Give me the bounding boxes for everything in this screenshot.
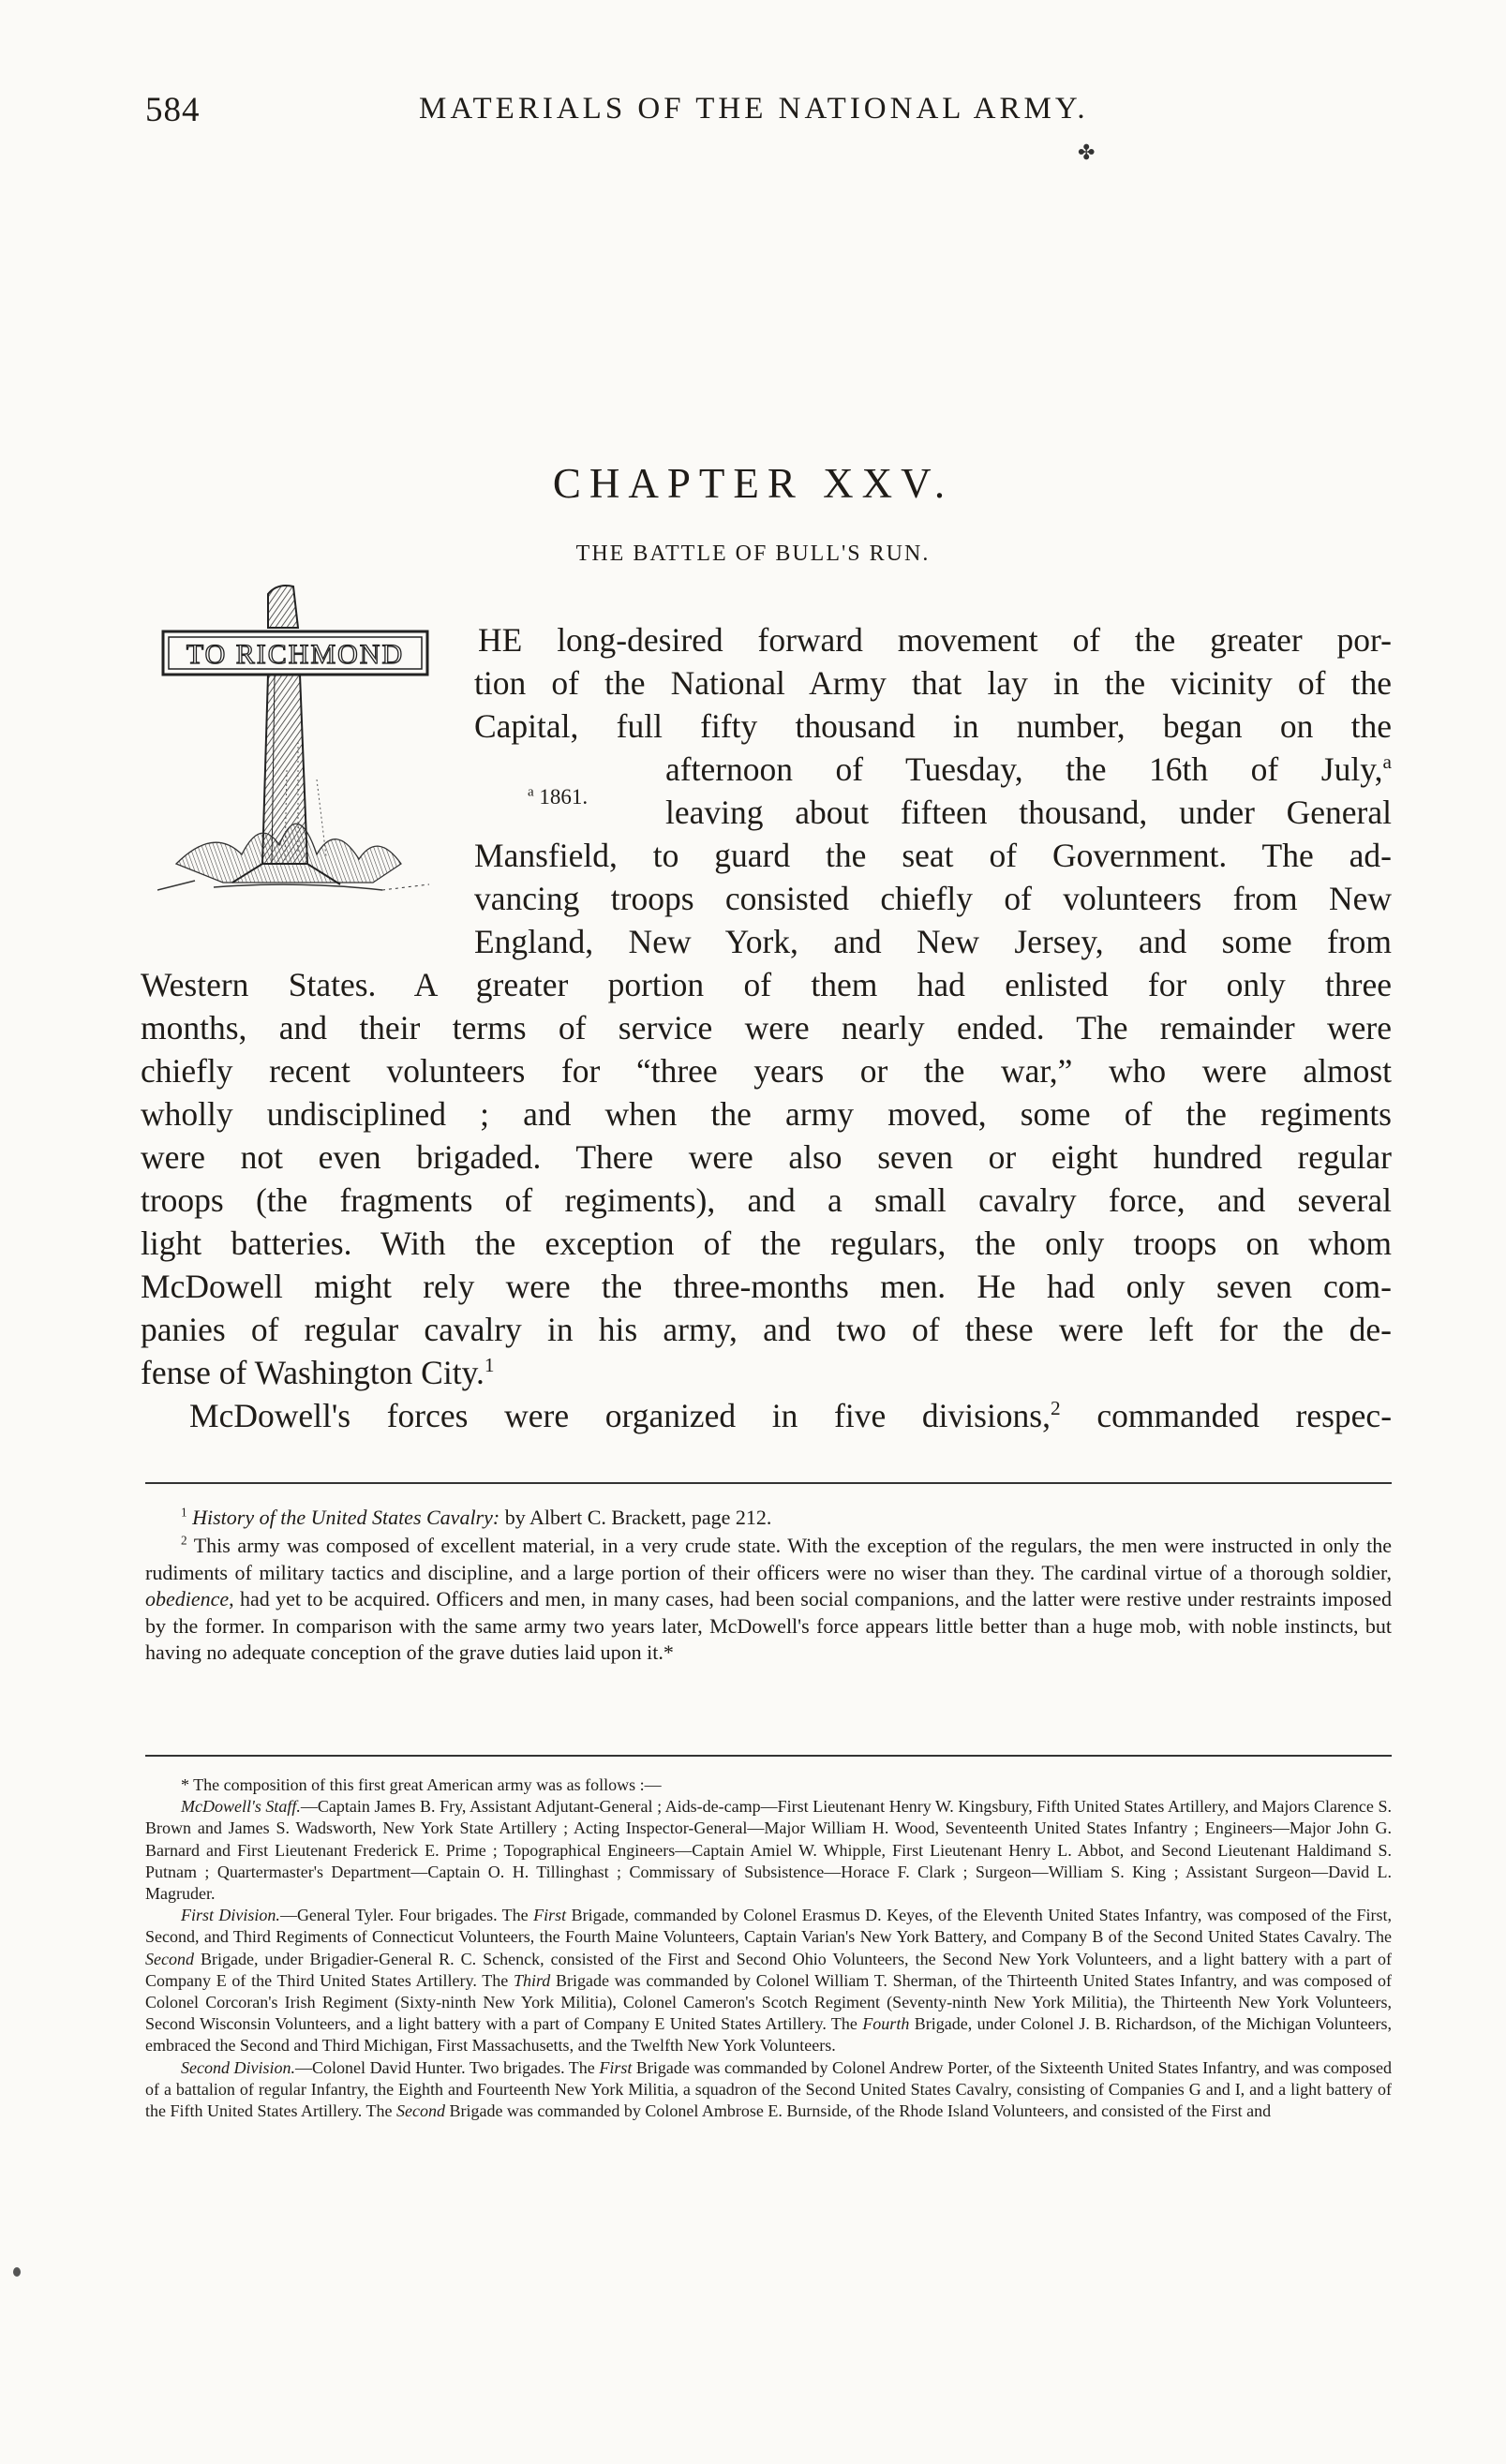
second-division-paragraph: Second Division.—Colonel David Hunter. Two brigades. The First Brigade was commanded by Colonel Andrew Porter, of the Sixteenth United States Infantry, and was composed of a battalion of regular Infantry, the Eighth and Fourteenth New York Militia, a squadron of the Second United States Cavalry, consisting of Companies G and I, and a light battery of the Fifth United States Artillery. The Second Brigade was commanded by Colonel Ambrose E. Burnside, of the Rhode Island Volunteers, and consisted of the First and (145, 2057, 1393, 2121)
body-line: tion of the National Army that lay in the vicinity of the (474, 664, 1392, 702)
running-title: MATERIALS OF THE NATIONAL ARMY. (419, 92, 1089, 126)
body-line: Capital, full fifty thousand in number, began on the (474, 707, 1392, 745)
body-line: were not even brigaded. There were also seven or eight hundred regular (141, 1138, 1392, 1176)
body-line: wholly undisciplined ; and when the army moved, some of the regiments (141, 1095, 1392, 1133)
staff-paragraph: McDowell's Staff.—Captain James B. Fry, Assistant Adjutant-General ; Aids-de-camp—First Lieutenant Henry W. Kingsbury, Fifth United States Artillery, and Majors Clarence S. Brown and James S. Wadsworth, New York State Artillery ; Acting Inspector-General—Major William H. Wood, Seventeenth United States Infantry ; Engineers—Major John G. Barnard and First Lieutenant Frederick E. Prime ; Topographical Engineers—Captain Amiel W. Whipple, First Lieutenant Henry L. Abbot, and Second Lieutenant Haldimand S. Putnam ; Quartermaster's Department—Captain O. H. Tillinghast ; Commissary of Subsistence—Horace F. Clark ; Surgeon—William S. King ; Assistant Surgeon—David L. Magruder. (145, 1797, 1392, 1904)
body-line: chiefly recent volunteers for “three years or the war,” who were almost (141, 1052, 1392, 1090)
footnote-1: $^1$ History of the United States Cavalry: by Albert C. Brackett, page 212. (181, 1505, 772, 1529)
body-line: Mansfield, to guard the seat of Government. The ad- (474, 837, 1392, 874)
body-line: HE long-desired forward movement of the greater por- (478, 621, 1392, 659)
footnote-ref-2: 2 (1051, 1397, 1061, 1420)
body-line: McDowell's forces were organized in five divisions,$^2$ commanded respec- (189, 1397, 1393, 1434)
first-division-paragraph: First Division.—General Tyler. Four brigades. The First Brigade, commanded by Colonel Erasmus D. Keyes, of the Eleventh United States Infantry, was composed of the First, Second, and Third Regiments of Connecticut Volunteers, the Fourth Maine Volunteers, Captain Varian's New York Battery, and Company B of the Second United States Cavalry. The Second Brigade, under Brigadier-General R. C. Schenck, consisted of the First and Second Ohio Volunteers, the Second New York Volunteers, and a light battery with a part of Company E of the Third United States Artillery. The Third Brigade was commanded by Colonel William T. Sherman, of the Thirteenth United States Infantry, and was composed of Colonel Corcoran's Irish Regiment (Sixty-ninth New York Militia), Colonel Cameron's Scotch Regiment (Seventy-ninth New York Militia), the Thirteenth New York Volunteers, Second Wisconsin Volunteers, and a light battery with a part of Company E United States Artillery. The Fourth Brigade, under Colonel J. B. Richardson, of the Michigan Volunteers, embraced the Second and Third Michigan, First Massachusetts, and the Twelfth New York Volunteers. (145, 1906, 1393, 2056)
footnote-rule (145, 1482, 1392, 1484)
footnote-ref-a: a (1382, 750, 1392, 774)
body-line: Western States. A greater portion of them had enlisted for only three (141, 966, 1392, 1003)
page-speck (13, 2267, 21, 2277)
body-line: vancing troops consisted chiefly of volunteers from New (474, 880, 1392, 917)
page-header (145, 90, 1392, 137)
body-line: light batteries. With the exception of the regulars, the only troops on whom (141, 1225, 1392, 1262)
body-line: troops (the fragments of regiments), and a small cavalry force, and several (141, 1181, 1392, 1219)
chapter-body (141, 618, 1392, 1437)
margin-note-year: 1861. (539, 785, 589, 809)
body-line: England, New York, and New Jersey, and some from (474, 923, 1392, 960)
body-line: panies of regular cavalry in his army, and two of these were left for the de- (141, 1311, 1392, 1348)
footnote-ref-1: 1 (484, 1354, 495, 1377)
margin-note-marker: a (528, 784, 534, 800)
body-line: McDowell might rely were the three-months men. He had only seven com- (141, 1268, 1392, 1305)
footnote-rule-2 (145, 1755, 1392, 1757)
body-line: fense of Washington City.$^1$ (141, 1354, 495, 1391)
ornament-mark: ✤ (1078, 141, 1096, 164)
body-line: afternoon of Tuesday, the 16th of July,$^a$ (665, 750, 1392, 788)
composition-intro: * The composition of this first great American army was as follows :— (181, 1775, 662, 1794)
footnote-2: $^2$ This army was composed of excellent material, in a very crude state. With the exception of the regulars, the men were instructed in only the rudiments of military tactics and discipline, and a large portion of their officers were no wiser than they. The cardinal virtue of a thorough soldier, obedience, had yet to be acquired. Officers and men, in many cases, had been social companions, and the latter were restive under restraints imposed by the former. In comparison with the same army two years later, McDowell's force appears little better than a huge mob, with noble instincts, but having no adequate conception of the grave duties laid upon it.* (145, 1533, 1392, 1664)
composition-footnote (145, 1774, 1392, 2122)
signpost-text: TO RICHMOND (186, 639, 405, 670)
chapter-title: CHAPTER XXV. (552, 460, 954, 507)
body-line: months, and their terms of service were nearly ended. The remainder were (141, 1009, 1392, 1046)
chapter-subtitle: THE BATTLE OF BULL'S RUN. (575, 542, 931, 566)
body-line: leaving about fifteen thousand, under General (665, 794, 1392, 831)
page-number: 584 (145, 91, 201, 129)
footnote-1-title: History of the United States Cavalry: (192, 1506, 500, 1529)
